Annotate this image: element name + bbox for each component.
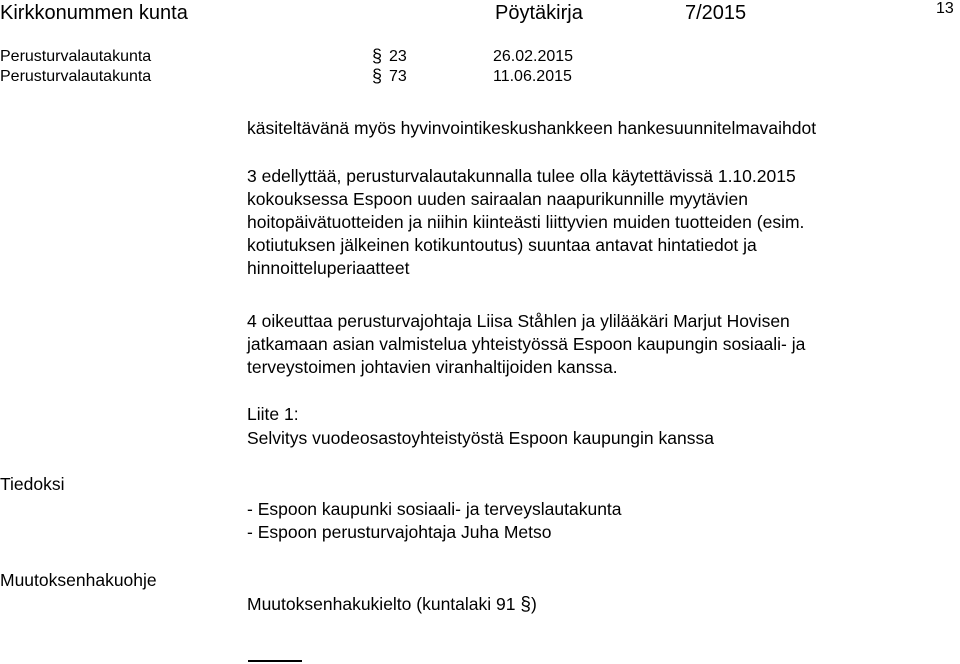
list-item: - Espoon perusturvajohtaja Juha Metso bbox=[247, 522, 552, 542]
reference-date: 11.06.2015 bbox=[493, 68, 572, 85]
text-line: hoitopäivätuotteiden ja niihin kiinteästi liittyvien muiden tuotteiden (esim. bbox=[247, 212, 805, 232]
text-line: 3 edellyttää, perusturvalautakunnalla tulee olla käytettävissä 1.10.2015 bbox=[247, 166, 796, 186]
list-item: - Espoon kaupunki sosiaali- ja terveyslautakunta bbox=[247, 499, 622, 519]
tiedoksi-label: Tiedoksi bbox=[0, 474, 65, 494]
section-symbol: § bbox=[372, 46, 383, 66]
section-symbol: § bbox=[520, 594, 531, 615]
recipient-list bbox=[247, 498, 622, 544]
document-type: Pöytäkirja bbox=[495, 2, 583, 24]
text-line: hinnoitteluperiaatteet bbox=[247, 258, 410, 278]
decision-item-3 bbox=[247, 165, 804, 280]
attachment-title: Selvitys vuodeosastoyhteistyöstä Espoon kaupungin kanssa bbox=[247, 428, 714, 448]
reference-body: Perusturvalautakunta bbox=[0, 68, 152, 85]
appeal-close: ) bbox=[530, 594, 537, 614]
reference-body: Perusturvalautakunta bbox=[0, 48, 152, 65]
appeal-prohibition bbox=[247, 594, 537, 616]
section-symbol: § bbox=[372, 66, 383, 86]
page-number: 13 bbox=[936, 0, 954, 17]
text-line: kotiutuksen jälkeinen kotikuntoutus) suuntaa antavat hintatiedot ja bbox=[247, 235, 757, 255]
muutoksenhaku-label: Muutoksenhakuohje bbox=[0, 570, 157, 590]
signature-line bbox=[248, 660, 302, 662]
appeal-text: Muutoksenhakukielto (kuntalaki 91 bbox=[247, 594, 521, 614]
attachment-label: Liite 1: bbox=[247, 404, 299, 424]
intro-paragraph: käsiteltävänä myös hyvinvointikeskushankkeen hankesuunnitelmavaihdot bbox=[247, 118, 817, 138]
text-line: terveystoimen johtavien viranhaltijoiden kanssa. bbox=[247, 357, 618, 377]
municipality-name: Kirkkonummen kunta bbox=[0, 2, 188, 24]
text-line: kokouksessa Espoon uuden sairaalan naapurikunnille myytävien bbox=[247, 189, 749, 209]
decision-item-4 bbox=[247, 310, 805, 379]
reference-section: 23 bbox=[389, 48, 407, 65]
reference-section: 73 bbox=[389, 68, 407, 85]
text-line: jatkamaan asian valmistelua yhteistyössä Espoon kaupungin sosiaali- ja bbox=[247, 334, 806, 354]
reference-date: 26.02.2015 bbox=[493, 48, 574, 65]
issue-number: 7/2015 bbox=[685, 2, 747, 24]
text-line: 4 oikeuttaa perusturvajohtaja Liisa Ståhlen ja ylilääkäri Marjut Hovisen bbox=[247, 311, 790, 331]
